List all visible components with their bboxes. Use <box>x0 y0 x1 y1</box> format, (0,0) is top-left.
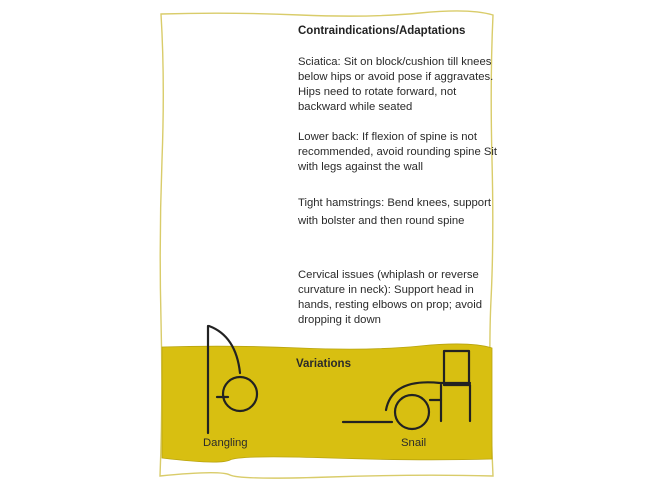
dangling-caption: Dangling <box>203 437 248 449</box>
tight-hamstrings-text: Tight hamstrings: Bend knees, support with bolster and then round spine <box>298 197 491 227</box>
cervical-issues-text: Cervical issues (whiplash or reverse curvature in neck): Support head in hands, resting elbows on prop; avoid dropping it down <box>298 269 483 326</box>
variations-title: Variations <box>296 358 351 370</box>
snail-caption: Snail <box>401 437 427 449</box>
section-heading: Contraindications/Adaptations <box>298 25 466 37</box>
sciatica-text: Sciatica: Sit on block/cushion till knees below hips or avoid pose if aggravates. Hips need to rotate forward, not backward while seated <box>298 56 494 113</box>
lower-back-text: Lower back: If flexion of spine is not recommended, avoid rounding spine Sit with legs against the wall <box>298 131 498 173</box>
